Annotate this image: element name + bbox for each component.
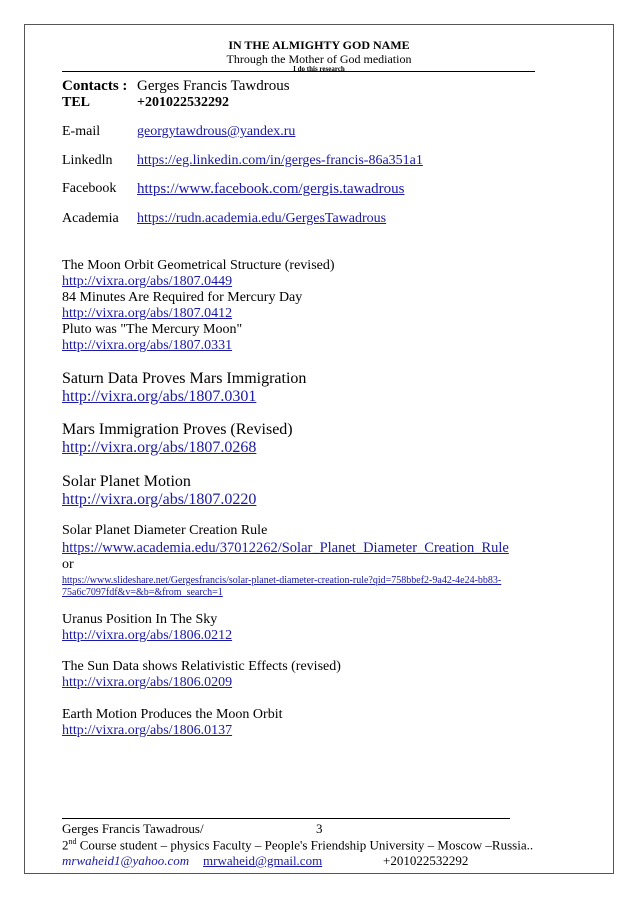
course-number: 2 bbox=[62, 837, 69, 853]
contact-name: Gerges Francis Tawdrous bbox=[137, 78, 290, 94]
paper-title: 84 Minutes Are Required for Mercury Day bbox=[62, 290, 303, 305]
header-subtitle: Through the Mother of God mediation bbox=[226, 52, 412, 66]
paper-link[interactable]: http://vixra.org/abs/1807.0331 bbox=[62, 338, 233, 353]
header-title: IN THE ALMIGHTY GOD NAME bbox=[228, 38, 410, 52]
academia-label: Academia bbox=[62, 211, 119, 226]
paper-title: The Moon Orbit Geometrical Structure (revised) bbox=[62, 258, 335, 273]
tel-label: TEL bbox=[62, 95, 91, 110]
or-text: or bbox=[62, 557, 74, 572]
paper-link[interactable]: http://vixra.org/abs/1806.0212 bbox=[62, 628, 233, 643]
slideshare-link-line2[interactable]: 75a6c7097fdf&v=&b=&from_search=1 bbox=[62, 587, 223, 598]
footer-phone: +201022532292 bbox=[383, 853, 469, 868]
paper-link[interactable]: http://vixra.org/abs/1806.0209 bbox=[62, 675, 233, 690]
facebook-link[interactable]: https://www.facebook.com/gergis.tawadrous bbox=[137, 181, 405, 197]
footer-email-2[interactable]: mrwaheid@gmail.com bbox=[203, 853, 323, 868]
slideshare-link-line1[interactable]: https://www.slideshare.net/Gergesfrancis/solar-planet-diameter-creation-rule?qid=758bbef2-9a42-4e24-bb83- bbox=[62, 575, 502, 586]
paper-title: Solar Planet Motion bbox=[62, 473, 191, 490]
footer-divider bbox=[62, 818, 510, 819]
course-text: Course student – physics Faculty – People's Friendship University – Moscow –Russia.. bbox=[76, 837, 534, 853]
paper-title: Mars Immigration Proves (Revised) bbox=[62, 421, 293, 438]
email-link[interactable]: georgytawdrous@yandex.ru bbox=[137, 124, 296, 139]
paper-title: Earth Motion Produces the Moon Orbit bbox=[62, 707, 283, 722]
linkedin-label: Linkedln bbox=[62, 153, 113, 168]
email-label: E-mail bbox=[62, 124, 101, 139]
footer-author: Gerges Francis Tawadrous/ bbox=[62, 821, 204, 836]
paper-link[interactable]: http://vixra.org/abs/1807.0220 bbox=[62, 491, 257, 508]
footer-course bbox=[62, 837, 533, 853]
paper-link[interactable]: http://vixra.org/abs/1806.0137 bbox=[62, 723, 233, 738]
paper-link[interactable]: http://vixra.org/abs/1807.0449 bbox=[62, 274, 233, 289]
tel-value: +201022532292 bbox=[137, 95, 229, 110]
paper-title: Uranus Position In The Sky bbox=[62, 612, 218, 627]
facebook-label: Facebook bbox=[62, 181, 117, 196]
paper-link[interactable]: http://vixra.org/abs/1807.0268 bbox=[62, 439, 257, 456]
paper-link[interactable]: https://www.academia.edu/37012262/Solar_Planet_Diameter_Creation_Rule bbox=[62, 540, 509, 556]
course-suffix: nd bbox=[68, 837, 77, 846]
footer-email-1[interactable]: mrwaheid1@yahoo.com bbox=[62, 853, 190, 868]
page-number: 3 bbox=[316, 821, 323, 836]
paper-title: The Sun Data shows Relativistic Effects (revised) bbox=[62, 659, 341, 674]
header-note: I do this research bbox=[293, 65, 345, 73]
paper-link[interactable]: http://vixra.org/abs/1807.0412 bbox=[62, 306, 233, 321]
contacts-label: Contacts : bbox=[62, 78, 128, 94]
paper-title: Solar Planet Diameter Creation Rule bbox=[62, 523, 268, 538]
paper-link[interactable]: http://vixra.org/abs/1807.0301 bbox=[62, 388, 257, 405]
linkedin-link[interactable]: https://eg.linkedin.com/in/gerges-francis-86a351a1 bbox=[137, 153, 423, 168]
paper-title: Pluto was "The Mercury Moon" bbox=[62, 322, 243, 337]
header-divider bbox=[62, 71, 535, 72]
academia-link[interactable]: https://rudn.academia.edu/GergesTawadrous bbox=[137, 211, 387, 226]
paper-title: Saturn Data Proves Mars Immigration bbox=[62, 370, 307, 387]
